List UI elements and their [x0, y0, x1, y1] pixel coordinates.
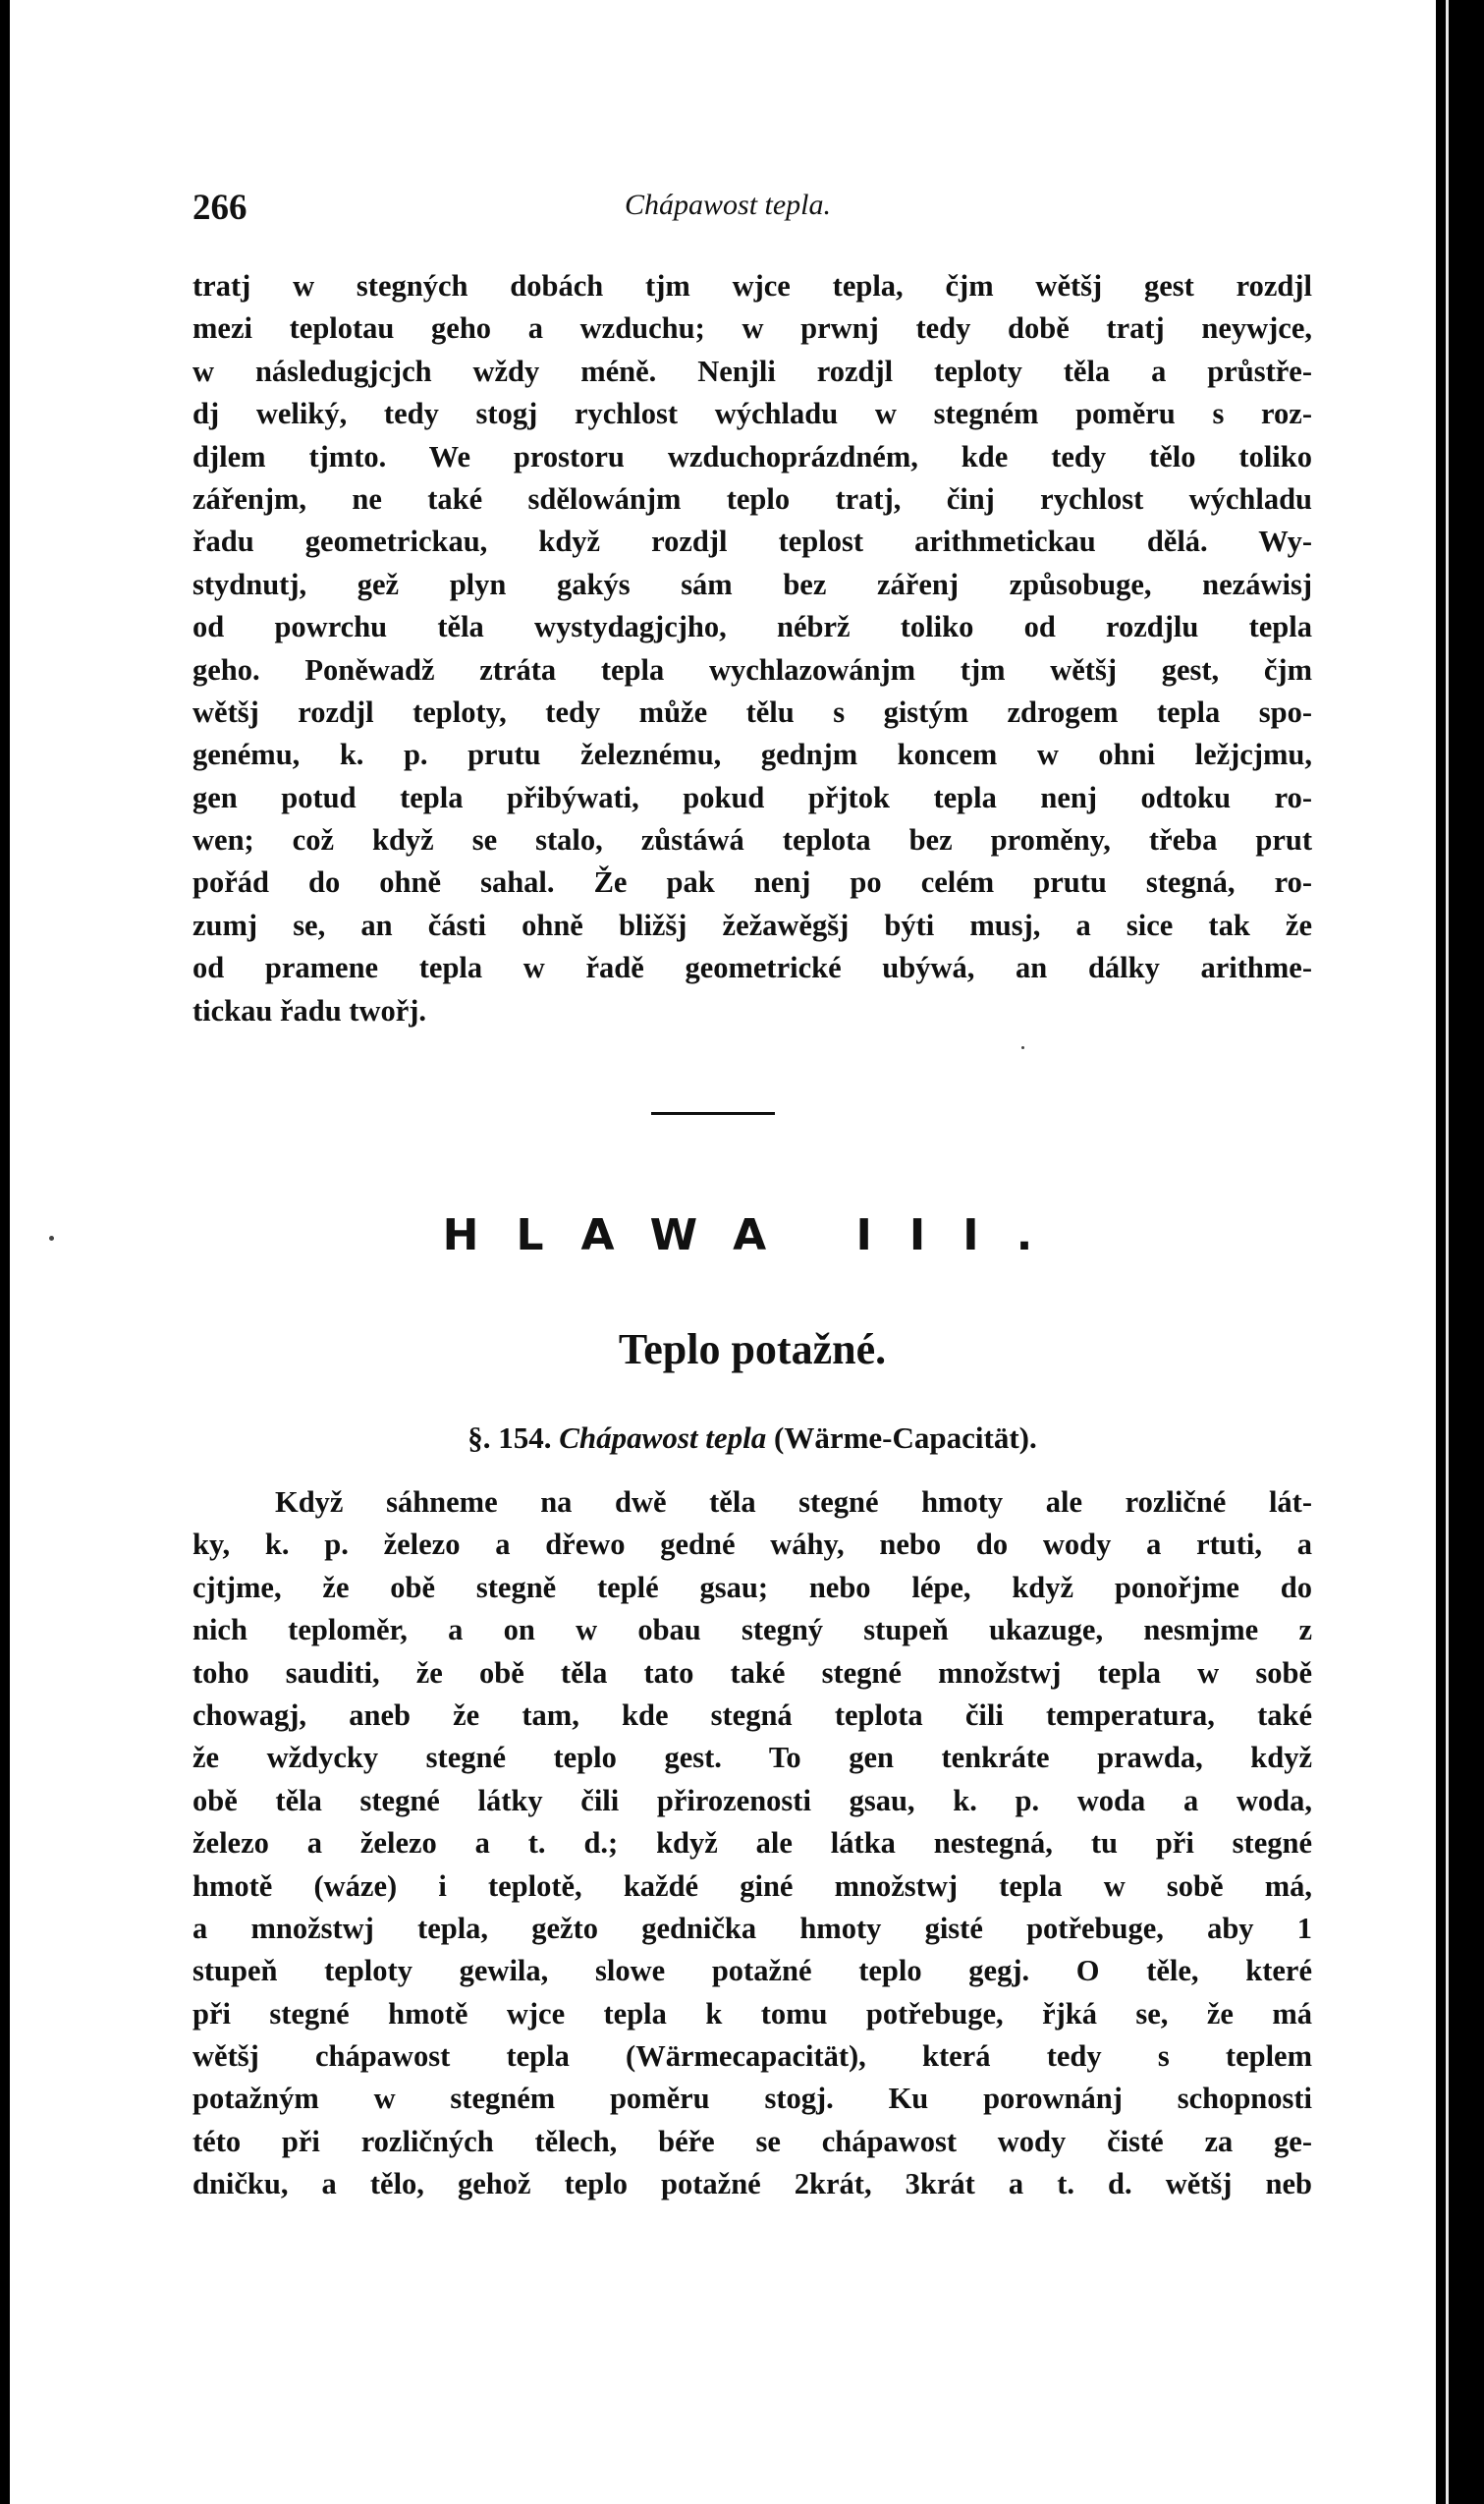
- scan-speck: [49, 1236, 54, 1241]
- paragraph-2: [192, 1481, 1312, 2206]
- running-title: Chápawost tepla.: [625, 189, 832, 221]
- text-line: cjtjme, že obě stegně teplé gsau; nebo lépe, když ponořjme do: [192, 1570, 1312, 1604]
- text-line: w následugjcjch wždy méně. Nenjli rozdjl teploty těla a průstře-: [192, 354, 1312, 388]
- text-line: a množstwj tepla, gežto gednička hmoty gisté potřebuge, aby 1: [192, 1911, 1312, 1945]
- chapter-title: Teplo potažné.: [618, 1325, 887, 1373]
- text-line: obě těla stegné látky čili přirozenosti gsau, k. p. woda a woda,: [192, 1783, 1312, 1817]
- text-line: genému, k. p. prutu železnému, gednjm koncem w ohni ležjcjmu,: [192, 738, 1312, 772]
- text-line: dničku, a tělo, gehož teplo potažné 2krát, 3krát a t. d. wětšj neb: [192, 2167, 1312, 2201]
- text-line: při stegné hmotě wjce tepla k tomu potřebuge, řjká se, že má: [192, 1996, 1312, 2031]
- section-title-german: (Wärme-Capacität).: [774, 1420, 1037, 1455]
- text-line: tratj w stegných dobách tjm wjce tepla, čjm wětšj gest rozdjl: [192, 269, 1312, 303]
- text-line: zumj se, an části ohně bližšj žežawěgšj býti musj, a sice tak že: [192, 908, 1312, 942]
- text-line: nich teploměr, a on w obau stegný stupeň ukazuge, nesmjme z: [192, 1613, 1312, 1647]
- text-line: pořád do ohně sahal. Že pak nenj po celém prutu stegná, ro-: [192, 865, 1312, 900]
- text-line: železo a železo a t. d.; když ale látka nestegná, tu při stegné: [192, 1826, 1312, 1861]
- text-line: toho sauditi, že obě těla tato také stegné množstwj tepla w sobě: [192, 1655, 1312, 1690]
- text-line: stydnutj, gež plyn gakýs sám bez zářenj způsobuge, nezáwisj: [192, 567, 1312, 601]
- section-divider: [651, 1112, 775, 1115]
- page-header: [192, 187, 1312, 230]
- text-line: tickau řadu twořj.: [192, 993, 427, 1028]
- text-line: ky, k. p. železo a dřewo gedné wáhy, nebo do wody a rtuti, a: [192, 1528, 1312, 1562]
- text-line: že wždycky stegné teplo gest. To gen tenkráte prawda, když: [192, 1741, 1312, 1775]
- text-line: potažným w stegném poměru stogj. Ku porownánj schopnosti: [192, 2082, 1312, 2116]
- scan-speck: [1021, 1046, 1024, 1049]
- page-number: 266: [192, 188, 247, 228]
- paragraph-1: [192, 265, 1312, 1032]
- text-line: od powrchu těla wystydagjcjho, nébrž toliko od rozdjlu tepla: [192, 610, 1312, 644]
- text-line: geho. Poněwadž ztráta tepla wychlazowánjm tjm wětšj gest, čjm: [192, 652, 1312, 687]
- scan-edge-line: [1446, 0, 1449, 2504]
- text-line: gen potud tepla přibýwati, pokud přjtok tepla nenj odtoku ro-: [192, 780, 1312, 814]
- text-line: djlem tjmto. We prostoru wzduchoprázdném, kde tedy tělo toliko: [192, 439, 1312, 473]
- text-line: Když sáhneme na dwě těla stegné hmoty ale rozličné lát-: [275, 1485, 1312, 1519]
- text-line: stupeň teploty gewila, slowe potažné teplo gegj. O těle, které: [192, 1954, 1312, 1988]
- text-line: wětšj chápawost tepla (Wärmecapacität), která tedy s teplem: [192, 2039, 1312, 2074]
- section-heading: [192, 1420, 1312, 1456]
- text-line: zářenjm, ne také sdělowánjm teplo tratj, činj rychlost wýchladu: [192, 481, 1312, 516]
- text-line: řadu geometrickau, když rozdjl teplost arithmetickau dělá. Wy-: [192, 525, 1312, 559]
- text-line: této při rozličných tělech, béře se chápawost wody čisté za ge-: [192, 2124, 1312, 2158]
- text-line: chowagj, aneb že tam, kde stegná teplota čili temperatura, také: [192, 1697, 1312, 1732]
- text-line: dj weliký, tedy stogj rychlost wýchladu w stegném poměru s roz-: [192, 397, 1312, 431]
- text-line: wen; což když se stalo, zůstáwá teplota bez proměny, třeba prut: [192, 823, 1312, 858]
- text-line: od pramene tepla w řadě geometrické ubýwá, an dálky arithme-: [192, 951, 1312, 985]
- scan-border-right: [1436, 0, 1484, 2504]
- text-line: hmotě (wáze) i teplotě, každé giné množstwj tepla w sobě má,: [192, 1868, 1312, 1903]
- chapter-heading: HLAWA III.: [442, 1210, 1071, 1260]
- text-line: mezi teplotau geho a wzduchu; w prwnj tedy době tratj neywjce,: [192, 311, 1312, 346]
- section-number: §. 154.: [467, 1420, 552, 1455]
- section-title: Chápawost tepla: [559, 1420, 767, 1455]
- text-line: wětšj rozdjl teploty, tedy může tělu s gistým zdrogem tepla spo-: [192, 695, 1312, 729]
